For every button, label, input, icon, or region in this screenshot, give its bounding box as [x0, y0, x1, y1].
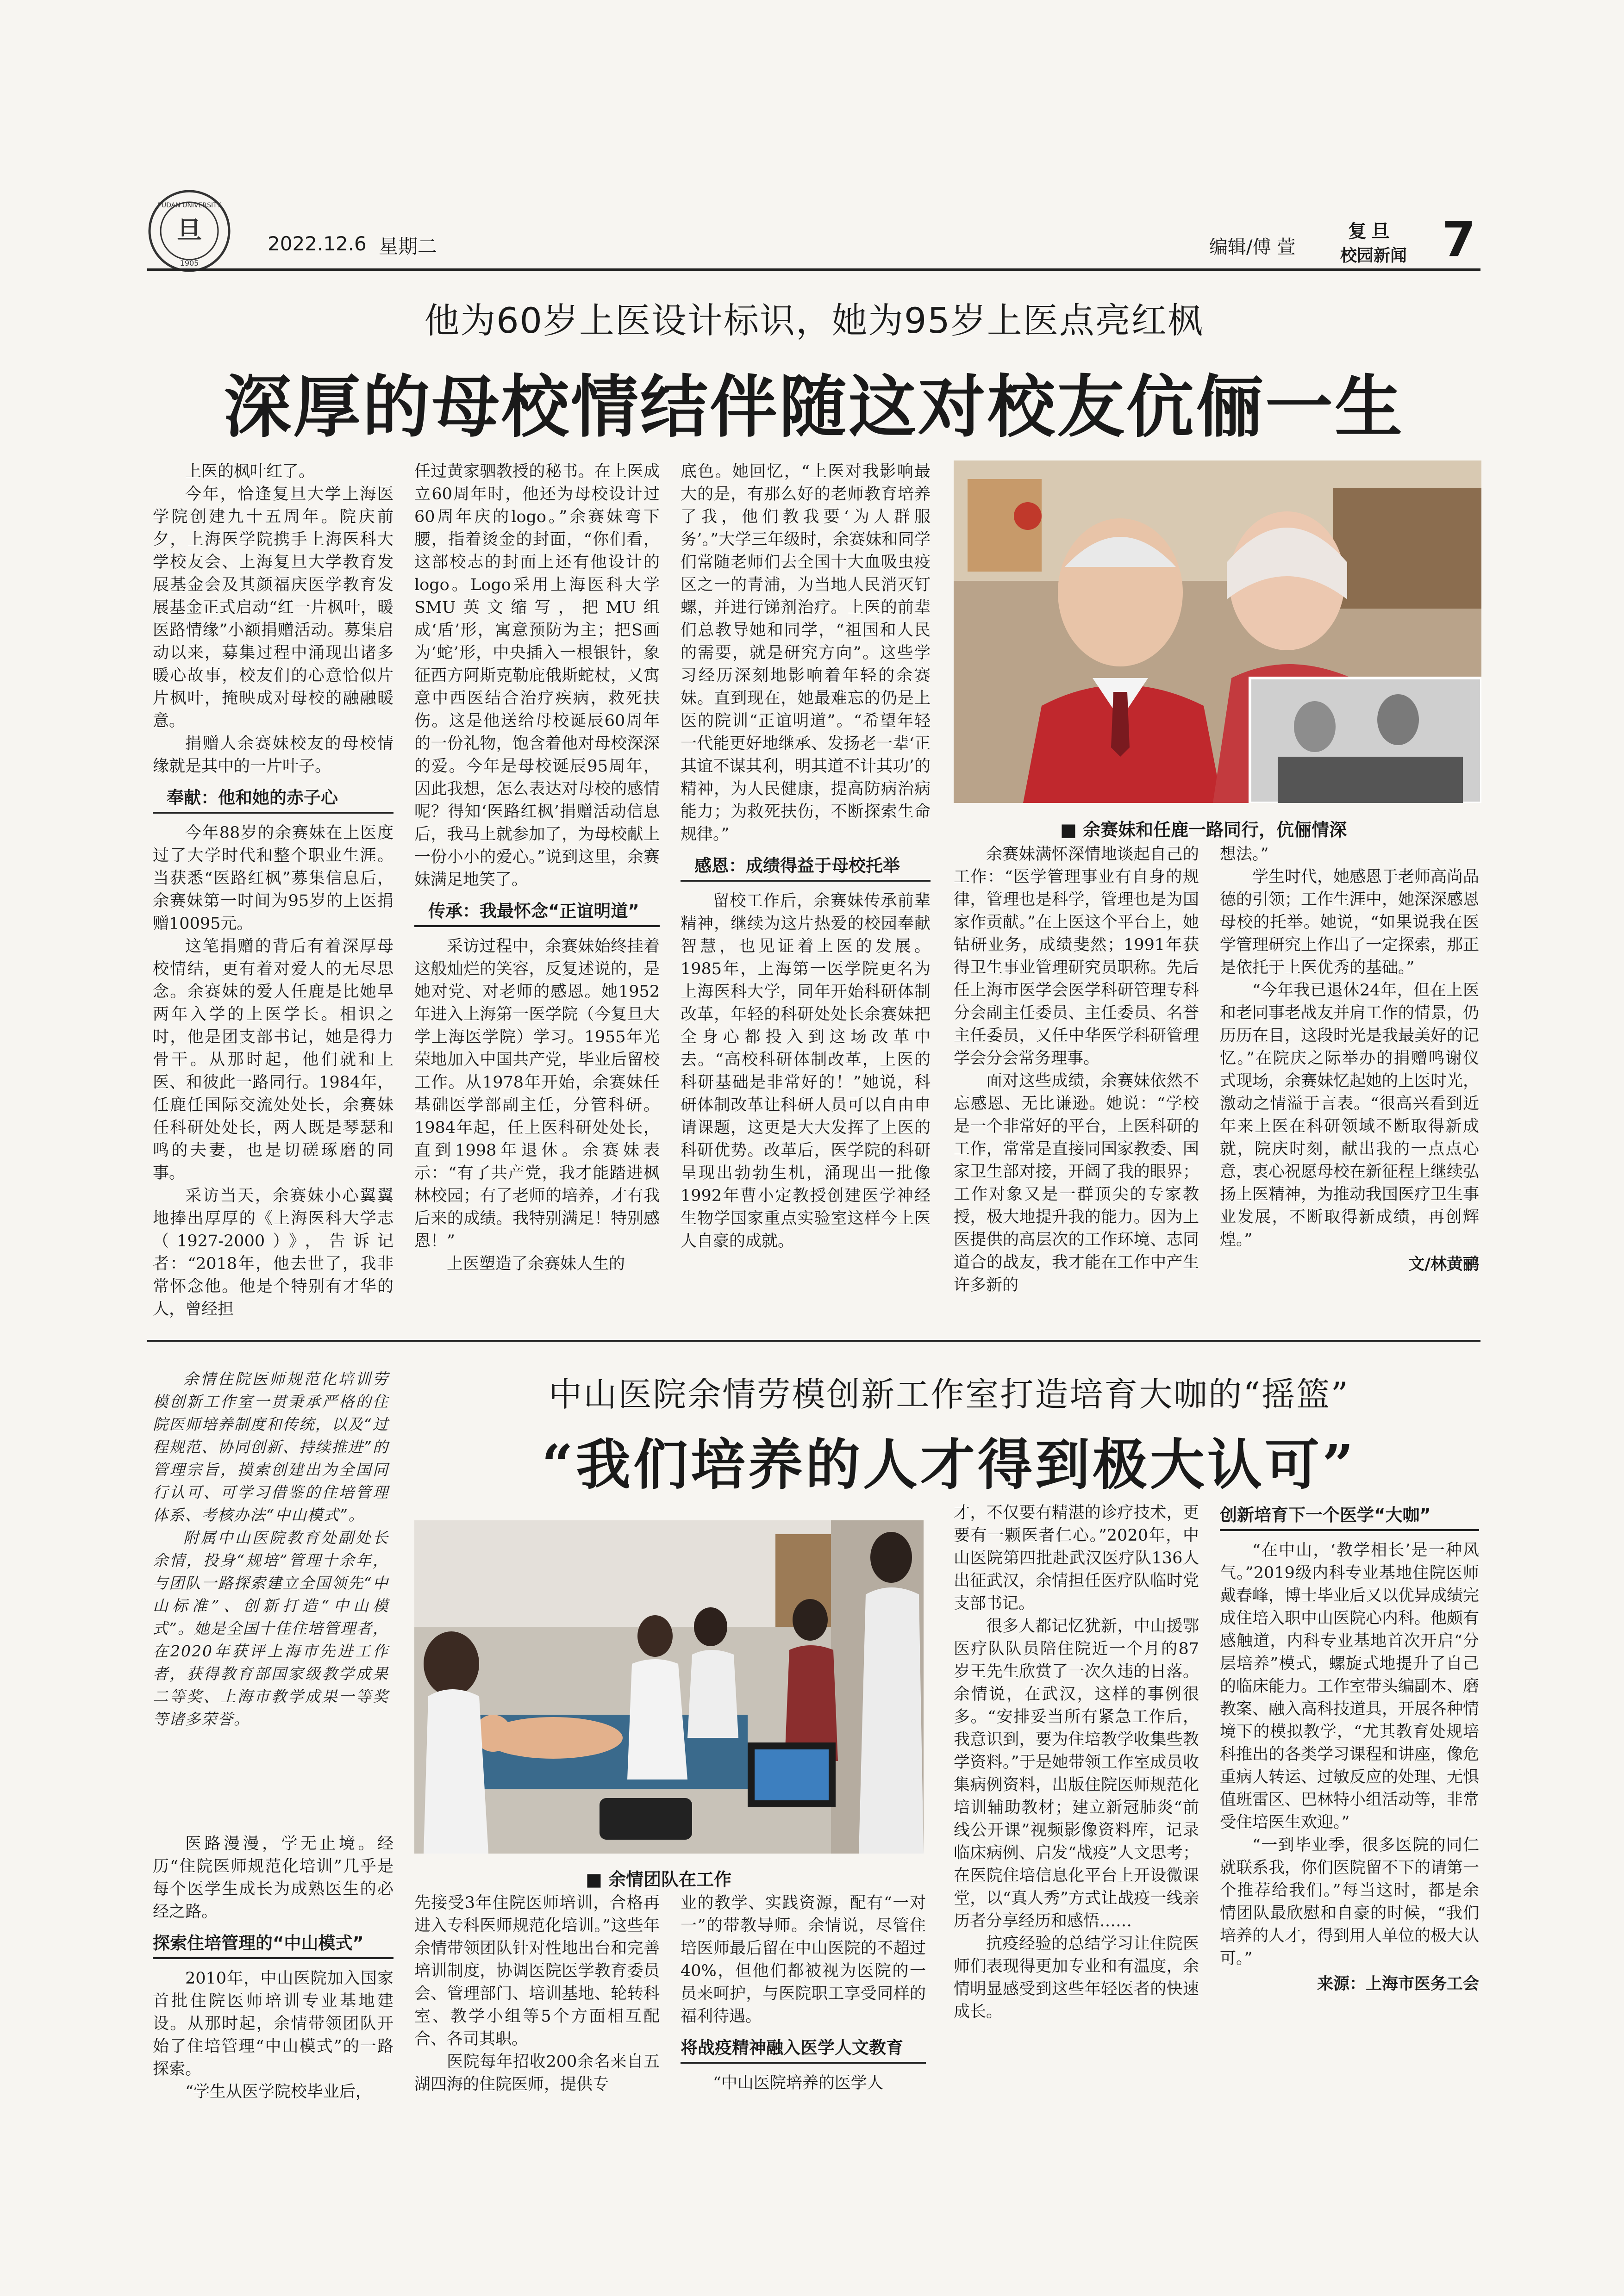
- subheading: 奉献：他和她的赤子心: [153, 784, 394, 814]
- paragraph: 采访当天，余赛妹小心翼翼地捧出厚厚的《上海医科大学志（1927-2000）》，告诉记者：“2018年，他去世了，我非常怀念他。他是个特别有才华的人，曾经担: [153, 1187, 394, 1319]
- article1-column-5: [1220, 843, 1479, 1276]
- paragraph: “中山医院培养的医学人: [713, 2074, 883, 2092]
- subheading: 感恩：成绩得益于母校托举: [681, 852, 931, 882]
- paragraph: 今年88岁的余赛妹在上医度过了大学时代和整个职业生涯。当获悉“医路红枫”募集信息后，余赛妹第一时间为95岁的上医捐赠10095元。: [153, 824, 394, 933]
- paragraph: 今年，恰逢复旦大学上海医学院创建九十五周年。院庆前夕，上海医学院携手上海医科大学校友会、上海复旦大学教育发展基金会及其颜福庆医学教育发展基金正式启动“红一片枫叶，暖医路情缘”小额捐赠活动。募集启动以来，募集过程中涌现出诸多暖心故事，校友们的心意恰似片片枫叶，掩映成对母校的融融暖意。: [153, 485, 394, 730]
- header-rule: [147, 268, 1480, 271]
- photo-caption: ■ 余情团队在工作: [586, 1865, 731, 1891]
- article2-kicker: 中山医院余情劳模创新工作室打造培育大咖的“摇篮”: [549, 1375, 1349, 1414]
- article2-column-2: [414, 1892, 660, 2096]
- subheading: 探索住培管理的“中山模式”: [153, 1930, 394, 1959]
- masthead-logo: [147, 189, 231, 273]
- article1-column-3: [681, 460, 931, 1253]
- paragraph: 上医塑造了余赛妹人生的: [447, 1255, 625, 1273]
- team-photo: [414, 1520, 924, 1854]
- svg-text:旦: 旦: [177, 215, 202, 245]
- photo-caption: ■ 余赛妹和任鹿一路同行，伉俪情深: [1060, 815, 1347, 841]
- paragraph: 捐赠人余赛妹校友的母校情缘就是其中的一片叶子。: [153, 734, 394, 776]
- subheading: 传承：我最怀念“正谊明道”: [414, 898, 660, 927]
- paper-name: 复旦: [1348, 220, 1394, 242]
- paragraph: 业的教学、实践资源，配有“一对一”的带教导师。余情说，尽管住培医师最后留在中山医院的不超过40%，但他们都被视为医院的一员来呵护，与医院职工享受同样的福利待遇。: [681, 1894, 926, 2026]
- paragraph: 余赛妹满怀深情地谈起自己的工作：“医学管理事业有自身的规律，管理也是科学，管理也是为国家作贡献。”在上医这个平台上，她钻研业务，成绩斐然；1991年获得卫生事业管理研究员职称。先后任上海市医学会医学科研管理专科分会副主任委员、主任委员、名誉主任委员，又任中华医学科研管理学会分会常务理事。: [954, 845, 1199, 1068]
- paragraph: 很多人都记忆犹新，中山援鄂医疗队队员陪住院近一个月的87岁王先生欣赏了一次久违的日落。余情说，在武汉，这样的事例很多。“安排妥当所有紧急工作后，我意识到，要为住培教学收集些教学资料。”于是她带领工作室成员收集病例资料，出版住院医师规范化培训辅助教材；建立新冠肺炎“前线公开课”视频影像资料库，记录临床病例、启发“战疫”人文思考；在医院住培信息化平台上开设微课堂，以“真人秀”方式让战疫一线亲历者分享经历和感悟……: [954, 1617, 1199, 1930]
- svg-text:1905: 1905: [180, 259, 199, 268]
- article1-column-2: [414, 460, 660, 1276]
- paragraph: 医路漫漫，学无止境。经历“住院医师规范化培训”几乎是每个医学生成长为成熟医生的必经之路。: [153, 1835, 394, 1921]
- paragraph: 留校工作后，余赛妹传承前辈精神，继续为这片热爱的校园奉献智慧，也见证着上医的发展。1985年，上海第一医学院更名为上海医科大学，同年开始科研体制改革，年轻的科研处处长余赛妹把全身心都投入到这场改革中去。“高校科研体制改革，上医的科研基础是非常好的！”她说，科研体制改革让科研人员可以自由申请课题，这更是大大发挥了上医的科研优势。改革后，医学院的科研呈现出勃勃生机，涌现出一批像1992年曹小定教授创建医学神经生物学国家重点实验室这样今上医人自豪的成就。: [681, 892, 931, 1251]
- article1-headline: 深厚的母校情结伴随这对校友伉俪一生: [224, 368, 1404, 447]
- article2-headline: “我们培养的人才得到极大认可”: [542, 1432, 1356, 1497]
- article1-kicker: 他为60岁上医设计标识，她为95岁上医点亮红枫: [424, 300, 1204, 341]
- paragraph: 底色。她回忆，“上医对我影响最大的是，有那么好的老师教育培养了我，他们教我要‘为人群服务’。”大学三年级时，余赛妹和同学们常随老师们去全国十大血吸虫疫区之一的青浦，为当地人民消灭钉螺，并进行锑剂治疗。上医的前辈们总教导她和同学，“祖国和人民的需要，就是研究方向”。这些学习经历深刻地影响着年轻的余赛妹。直到现在，她最难忘的仍是上医的院训“正谊明道”。“希望年轻一代能更好地继承、发扬老一辈‘正其谊不谋其利，明其道不计其功’的精神，为人民健康，提高防病治病能力；为救死扶伤，不断探索生命规律。”: [681, 462, 931, 844]
- svg-text:FUDAN UNIVERSITY: FUDAN UNIVERSITY: [157, 202, 221, 209]
- paragraph: 这笔捐赠的背后有着深厚母校情结，更有着对爱人的无尽思念。余赛妹的爱人任鹿是比她早两年入学的上医学长。相识之时，他是团支部书记，她是得力骨干。从那时起，他们就和上医、和彼此一路同行。1984年，任鹿任国际交流处处长，余赛妹任科研处处长，两人既是琴瑟和鸣的夫妻，也是切磋琢磨的同事。: [153, 937, 394, 1182]
- issue-date: 2022.12.6: [268, 232, 367, 255]
- paragraph: 学生时代，她感恩于老师高尚品德的引领；工作生涯中，她深深感恩母校的托举。她说，“如果说我在医学管理研究上作出了一定探索，那正是依托于上医优秀的基础。”: [1220, 868, 1480, 977]
- paragraph: “学生从医学院校毕业后，: [185, 2083, 372, 2101]
- article2-column-4: [954, 1502, 1199, 2023]
- paragraph: “一到毕业季，很多医院的同仁就联系我，你们医院留不下的请第一个推荐给我们。”每当这时，都是余情团队最欣慰和自豪的时候，“我们培养的人才，得到用人单位的极大认可。”: [1220, 1836, 1480, 1968]
- paragraph: 想法。”: [1220, 845, 1269, 864]
- paragraph: 抗疫经验的总结学习让住院医师们表现得更加专业和有温度，余情明显感受到这些年轻医者的快速成长。: [954, 1935, 1199, 2021]
- paragraph: 上医的枫叶红了。: [185, 462, 315, 481]
- article2-column-3: [681, 1892, 926, 2095]
- paragraph: “在中山，‘教学相长’是一种风气。”2019级内科专业基地住院医师戴春峰，博士毕业后又以优异成绩完成住培入职中山医院心内科。他颇有感触道，内科专业基地首次开启“分层培养”模式，螺旋式地提升了自己的临床能力。工作室带头编副本、磨教案、融入高科技道具，开展各种情境下的模拟教学，“尤其教育处规培科推出的各类学习课程和讲座，像危重病人转运、过敏反应的处理、无惧值班雷区、巴林特小组活动等，非常受住培医生欢迎。”: [1220, 1541, 1480, 1832]
- page-editor: 编辑/傅 萱: [1209, 236, 1296, 258]
- paragraph: 才，不仅要有精湛的诊疗技术，更要有一颗医者仁心。”2020年，中山医院第四批赴武汉医疗队136人出征武汉，余情担任医疗队临时党支部书记。: [954, 1504, 1199, 1613]
- paragraph: 2010年，中山医院加入国家首批住院医师培训专业基地建设。从那时起，余情带领团队开始了住培管理“中山模式”的一路探索。: [153, 1969, 394, 2078]
- paragraph: 任过黄家驷教授的秘书。在上医成立60周年时，他还为母校设计过60周年庆的logo。”余赛妹弯下腰，指着烫金的封面，“你们看，这部校志的封面上还有他设计的logo。Logo采用上海医科大学SMU英文缩写，把MU组成‘盾’形，寓意预防为主；把S画为‘蛇’形，中央插入一根银针，象征西方阿斯克勒庇俄斯蛇杖，又寓意中西医结合治疗疾病，救死扶伤。这是他送给母校诞辰60周年的一份礼物，饱含着他对母校深深的爱。今年是母校诞辰95周年，因此我想，怎么表达对母校的感情呢？得知‘医路红枫’捐赠活动信息后，我马上就参加了，为母校献上一份小小的爱心。”说到这里，余赛妹满足地笑了。: [414, 462, 660, 889]
- couple-photo: [954, 460, 1481, 803]
- byline: 文/林黄鹂: [1408, 1255, 1479, 1274]
- article2-column-5: [1220, 1502, 1479, 1996]
- article2-column-1: [153, 1833, 394, 2103]
- paragraph: 医院每年招收200余名来自五湖四海的住院医师，提供专: [414, 2053, 660, 2094]
- page-number: 7: [1442, 211, 1476, 268]
- issue-weekday: 星期二: [379, 235, 437, 258]
- paragraph: 采访过程中，余赛妹始终挂着这般灿烂的笑容，反复述说的，是她对党、对老师的感恩。她1952年进入上海第一医学院（今复旦大学上海医学院）学习。1955年光荣地加入中国共产党，毕业后留校工作。从1978年开始，余赛妹任基础医学部副主任，分管科研。1984年起，任上医科研处处长，直到1998年退休。余赛妹表示：“有了共产党，我才能踏进枫林校园；有了老师的培养，才有我后来的成绩。我特别满足！特别感恩！”: [414, 937, 660, 1251]
- source-credit: 来源：上海市医务工会: [1317, 1975, 1479, 1993]
- article1-column-1: [153, 460, 394, 1321]
- paragraph: 先接受3年住院医师培训，合格再进入专科医师规范化培训。”这些年余情带领团队针对性地出台和完善培训制度，协调医院医学教育委员会、管理部门、培训基地、轮转科室、教学小组等5个方面相互配合、各司其职。: [414, 1894, 660, 2048]
- subheading: 将战疫精神融入医学人文教育: [681, 2035, 926, 2064]
- fudan-seal-icon: [147, 189, 231, 273]
- article-divider: [147, 1340, 1480, 1342]
- paragraph: 附属中山医院教育处副处长余情，投身“规培”管理十余年，与团队一路探索建立全国领先“中山标准”、创新打造“中山模式”。她是全国十佳住培管理者，在2020年获评上海市先进工作者，获得教育部国家级教学成果二等奖、上海市教学成果一等奖等诸多荣誉。: [153, 1529, 389, 1728]
- paragraph: “今年我已退休24年，但在上医和老同事老战友并肩工作的情景，仍历历在目，这段时光是我最美好的记忆。”在院庆之际举办的捐赠鸣谢仪式现场，余赛妹忆起她的上医时光，激动之情溢于言表。“很高兴看到近年来上医在科研领域不断取得新成就，院庆时刻，献出我的一点点心意，衷心祝愿母校在新征程上继续弘扬上医精神，为推动我国医疗卫生事业发展，不断取得新成绩，再创辉煌。”: [1220, 981, 1480, 1249]
- article1-column-4: [954, 843, 1199, 1297]
- paragraph: 面对这些成绩，余赛妹依然不忘感恩、无比谦逊。她说：“学校是一个非常好的平台，上医科研的工作，常常是直接同国家教委、国家卫生部对接，开阔了我的眼界；工作对象又是一群顶尖的专家教授，极大地提升我的能力。因为上医提供的高层次的工作环境、志同道合的战友，我才能在工作中产生许多新的: [954, 1072, 1199, 1294]
- subheading: 创新培育下一个医学“大咖”: [1220, 1502, 1479, 1531]
- article2-lead: [153, 1368, 389, 1730]
- paragraph: 余情住院医师规范化培训劳模创新工作室一贯秉承严格的住院医师培养制度和传统，以及“过程规范、协同创新、持续推进”的管理宗旨，摸索创建出为全国同行认可、可学习借鉴的住培管理体系、考核办法“中山模式”。: [153, 1370, 389, 1524]
- section-name: 校园新闻: [1340, 246, 1407, 265]
